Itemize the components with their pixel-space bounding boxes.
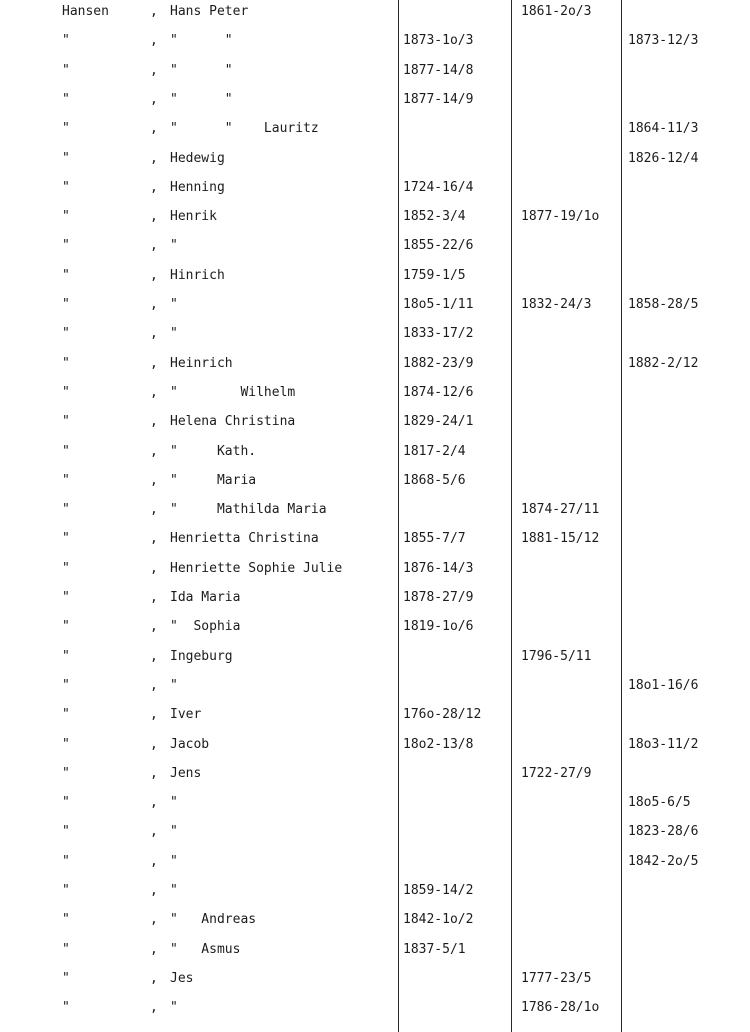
register-row	[0, 441, 750, 463]
surname-cell: "	[62, 560, 70, 576]
comma-separator: ,	[150, 853, 158, 869]
birth-date-cell: 1859-14/2	[403, 883, 474, 898]
birth-date-cell: 176o-28/12	[403, 707, 482, 723]
given-name-cell: " "	[170, 62, 233, 78]
comma-separator: ,	[150, 765, 158, 781]
given-name-cell: Heinrich	[170, 355, 233, 371]
comma-separator: ,	[150, 209, 158, 225]
surname-cell: "	[62, 150, 70, 166]
surname-cell: "	[62, 765, 70, 781]
surname-cell: "	[62, 677, 70, 693]
surname-cell: "	[62, 736, 70, 752]
birth-date-cell: 1852-3/4	[403, 209, 466, 225]
birth-date-cell: 1724-16/4	[403, 179, 474, 195]
birth-date-cell: 1874-12/6	[403, 384, 474, 400]
given-name-cell: "	[170, 677, 178, 693]
comma-separator: ,	[150, 1000, 158, 1016]
comma-separator: ,	[150, 355, 158, 371]
birth-date-cell: 1855-22/6	[403, 238, 474, 254]
marriage-date-cell: 1832-24/3	[521, 297, 592, 312]
given-name-cell: "	[170, 853, 178, 869]
comma-separator: ,	[150, 531, 158, 547]
marriage-date-cell: 1777-23/5	[521, 970, 592, 986]
surname-cell: "	[62, 707, 70, 723]
birth-date-cell: 1837-5/1	[403, 941, 466, 957]
given-name-cell: " Asmus	[170, 941, 241, 957]
comma-separator: ,	[150, 941, 158, 957]
given-name-cell: " Wilhelm	[170, 384, 296, 400]
register-row	[0, 528, 750, 550]
surname-cell: "	[62, 209, 70, 225]
surname-cell: "	[62, 619, 70, 635]
comma-separator: ,	[150, 33, 158, 49]
register-row	[0, 939, 750, 961]
birth-date-cell: 1873-1o/3	[403, 33, 474, 49]
birth-date-cell: 1882-23/9	[403, 355, 474, 371]
given-name-cell: Henning	[170, 179, 225, 195]
surname-cell: "	[62, 970, 70, 986]
register-row	[0, 704, 750, 726]
given-name-cell: "	[170, 795, 178, 811]
given-name-cell: Jens	[170, 765, 202, 781]
given-name-cell: Ida Maria	[170, 590, 241, 605]
given-name-cell: Ingeburg	[170, 648, 233, 664]
given-name-cell: " Mathilda Maria	[170, 502, 327, 518]
birth-date-cell: 18o5-1/11	[403, 297, 474, 312]
comma-separator: ,	[150, 297, 158, 312]
register-row	[0, 587, 750, 609]
surname-cell: "	[62, 853, 70, 869]
surname-cell: "	[62, 355, 70, 371]
comma-separator: ,	[150, 414, 158, 430]
marriage-date-cell: 1861-2o/3	[521, 4, 592, 19]
register-row	[0, 382, 750, 404]
comma-separator: ,	[150, 590, 158, 605]
birth-date-cell: 1868-5/6	[403, 472, 466, 488]
given-name-cell: Hinrich	[170, 267, 225, 283]
birth-date-cell: 1855-7/7	[403, 531, 466, 547]
register-row	[0, 792, 750, 814]
register-row	[0, 265, 750, 287]
surname-cell: "	[62, 912, 70, 928]
comma-separator: ,	[150, 502, 158, 518]
comma-separator: ,	[150, 472, 158, 488]
comma-separator: ,	[150, 91, 158, 107]
register-row	[0, 851, 750, 873]
birth-date-cell: 1833-17/2	[403, 326, 474, 342]
surname-cell: "	[62, 179, 70, 195]
given-name-cell: Henriette Sophie Julie	[170, 560, 343, 576]
register-row	[0, 177, 750, 199]
given-name-cell: " "	[170, 91, 233, 107]
comma-separator: ,	[150, 619, 158, 635]
death-date-cell: 18o1-16/6	[628, 677, 699, 693]
register-row	[0, 734, 750, 756]
register-row	[0, 411, 750, 433]
register-row	[0, 880, 750, 902]
comma-separator: ,	[150, 443, 158, 459]
comma-separator: ,	[150, 736, 158, 752]
death-date-cell: 1864-11/3	[628, 121, 699, 137]
register-row	[0, 323, 750, 345]
given-name-cell: "	[170, 1000, 178, 1016]
birth-date-cell: 1819-1o/6	[403, 619, 474, 635]
death-date-cell: 1882-2/12	[628, 355, 699, 371]
marriage-date-cell: 1877-19/1o	[521, 209, 600, 225]
marriage-date-cell: 1881-15/12	[521, 531, 600, 547]
surname-cell: "	[62, 326, 70, 342]
given-name-cell: "	[170, 326, 178, 342]
birth-date-cell: 1877-14/9	[403, 91, 474, 107]
marriage-date-cell: 1796-5/11	[521, 648, 592, 664]
given-name-cell: "	[170, 824, 178, 840]
register-row	[0, 821, 750, 843]
given-name-cell: Jes	[170, 970, 194, 986]
register-row	[0, 353, 750, 375]
surname-cell: "	[62, 91, 70, 107]
register-row	[0, 646, 750, 668]
birth-date-cell: 1876-14/3	[403, 560, 474, 576]
comma-separator: ,	[150, 384, 158, 400]
comma-separator: ,	[150, 4, 158, 19]
register-row	[0, 968, 750, 990]
given-name-cell: Hedewig	[170, 150, 225, 166]
comma-separator: ,	[150, 648, 158, 664]
given-name-cell: "	[170, 883, 178, 898]
comma-separator: ,	[150, 912, 158, 928]
comma-separator: ,	[150, 121, 158, 137]
given-name-cell: " Sophia	[170, 619, 241, 635]
register-row	[0, 499, 750, 521]
death-date-cell: 18o5-6/5	[628, 795, 691, 811]
surname-cell: Hansen	[62, 4, 109, 19]
register-row	[0, 1, 750, 23]
surname-cell: "	[62, 62, 70, 78]
surname-cell: "	[62, 795, 70, 811]
surname-cell: "	[62, 883, 70, 898]
comma-separator: ,	[150, 970, 158, 986]
surname-cell: "	[62, 648, 70, 664]
surname-cell: "	[62, 531, 70, 547]
given-name-cell: Iver	[170, 707, 202, 723]
comma-separator: ,	[150, 267, 158, 283]
register-row	[0, 30, 750, 52]
death-date-cell: 1826-12/4	[628, 150, 699, 166]
comma-separator: ,	[150, 150, 158, 166]
register-row	[0, 997, 750, 1019]
comma-separator: ,	[150, 326, 158, 342]
surname-cell: "	[62, 1000, 70, 1016]
birth-date-cell: 1817-2/4	[403, 443, 466, 459]
register-row	[0, 206, 750, 228]
given-name-cell: Hans Peter	[170, 4, 249, 19]
register-row	[0, 294, 750, 316]
register-row	[0, 148, 750, 170]
given-name-cell: Jacob	[170, 736, 210, 752]
register-row	[0, 235, 750, 257]
register-row	[0, 763, 750, 785]
comma-separator: ,	[150, 883, 158, 898]
surname-cell: "	[62, 941, 70, 957]
register-row	[0, 675, 750, 697]
surname-cell: "	[62, 121, 70, 137]
given-name-cell: Henrik	[170, 209, 217, 225]
given-name-cell: " Kath.	[170, 443, 257, 459]
register-row	[0, 89, 750, 111]
given-name-cell: " Andreas	[170, 912, 257, 928]
comma-separator: ,	[150, 824, 158, 840]
surname-cell: "	[62, 824, 70, 840]
comma-separator: ,	[150, 62, 158, 78]
birth-date-cell: 1829-24/1	[403, 414, 474, 430]
comma-separator: ,	[150, 179, 158, 195]
surname-cell: "	[62, 33, 70, 49]
surname-cell: "	[62, 443, 70, 459]
register-row	[0, 558, 750, 580]
given-name-cell: "	[170, 238, 178, 254]
marriage-date-cell: 1722-27/9	[521, 765, 592, 781]
register-row	[0, 470, 750, 492]
death-date-cell: 1858-28/5	[628, 297, 699, 312]
surname-cell: "	[62, 384, 70, 400]
comma-separator: ,	[150, 238, 158, 254]
birth-date-cell: 1842-1o/2	[403, 912, 474, 928]
register-row	[0, 118, 750, 140]
given-name-cell: " Maria	[170, 472, 257, 488]
comma-separator: ,	[150, 707, 158, 723]
surname-cell: "	[62, 297, 70, 312]
birth-date-cell: 1759-1/5	[403, 267, 466, 283]
death-date-cell: 18o3-11/2	[628, 736, 699, 752]
marriage-date-cell: 1874-27/11	[521, 502, 600, 518]
birth-date-cell: 18o2-13/8	[403, 736, 474, 752]
given-name-cell: Helena Christina	[170, 414, 296, 430]
comma-separator: ,	[150, 795, 158, 811]
register-row	[0, 616, 750, 638]
death-date-cell: 1823-28/6	[628, 824, 699, 840]
marriage-date-cell: 1786-28/1o	[521, 1000, 600, 1016]
given-name-cell: " " Lauritz	[170, 121, 319, 137]
comma-separator: ,	[150, 560, 158, 576]
register-row	[0, 909, 750, 931]
birth-date-cell: 1878-27/9	[403, 590, 474, 605]
surname-cell: "	[62, 502, 70, 518]
given-name-cell: " "	[170, 33, 233, 49]
surname-cell: "	[62, 238, 70, 254]
birth-date-cell: 1877-14/8	[403, 62, 474, 78]
surname-cell: "	[62, 414, 70, 430]
surname-cell: "	[62, 472, 70, 488]
surname-cell: "	[62, 267, 70, 283]
register-row	[0, 60, 750, 82]
surname-cell: "	[62, 590, 70, 605]
death-date-cell: 1873-12/3	[628, 33, 699, 49]
death-date-cell: 1842-2o/5	[628, 853, 699, 869]
given-name-cell: "	[170, 297, 178, 312]
comma-separator: ,	[150, 677, 158, 693]
given-name-cell: Henrietta Christina	[170, 531, 319, 547]
